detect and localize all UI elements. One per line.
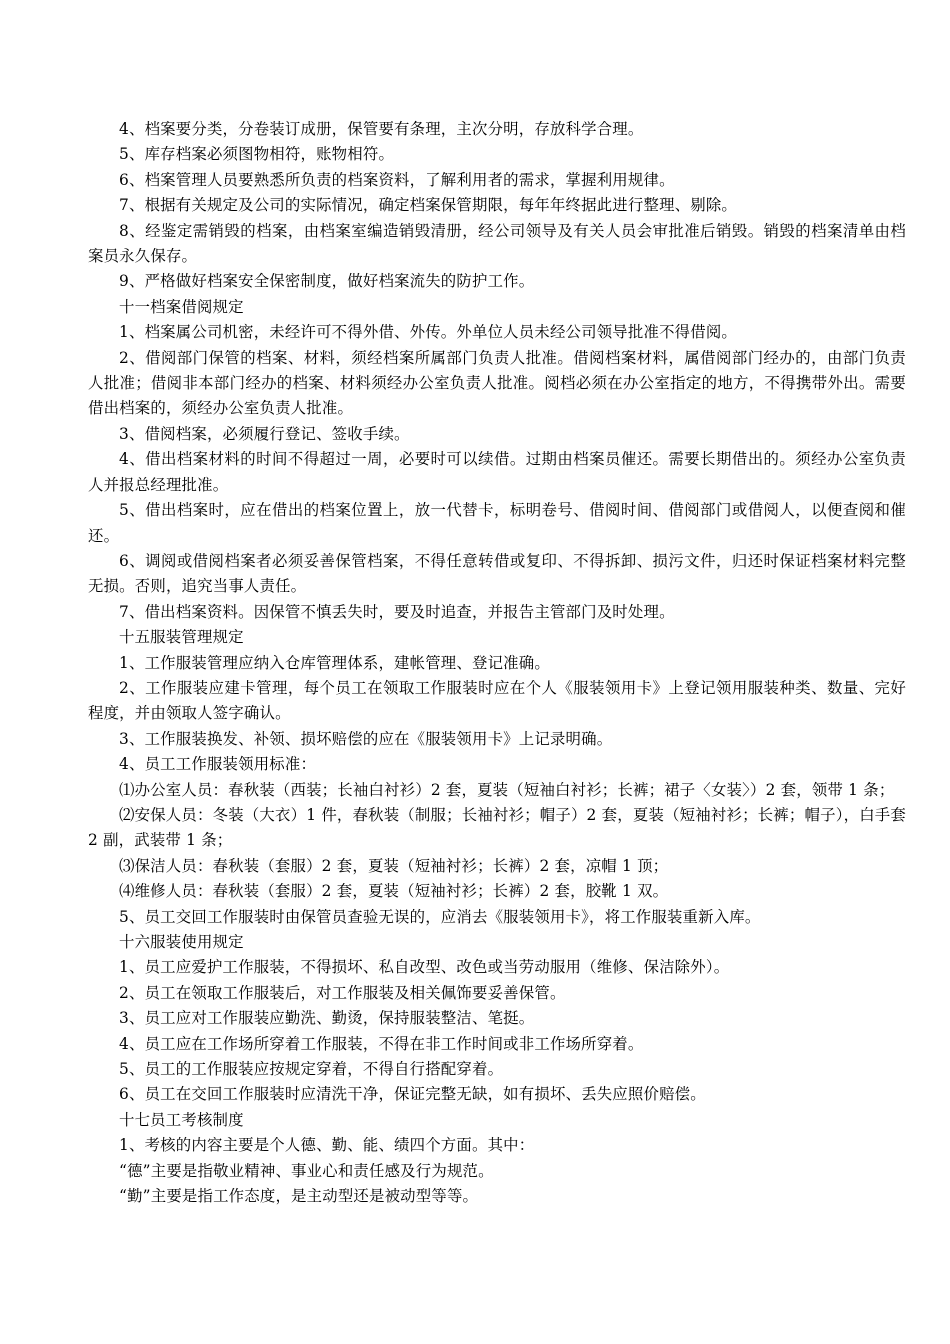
paragraph: “德”主要是指敬业精神、事业心和责任感及行为规范。: [119, 1161, 494, 1180]
paragraph: 6、档案管理人员要熟悉所负责的档案资料，了解利用者的需求，掌握利用规律。: [119, 170, 675, 189]
paragraph: 7、借出档案资料。因保管不慎丢失时，要及时追查，并报告主管部门及时处理。: [119, 602, 675, 621]
document-body: [88, 117, 906, 1209]
paragraph: ⑴办公室人员：春秋装（西装；长袖白衬衫）2 套，夏装（短袖白衬衫；长裤；裙子〈女装〉）2 套，领带 1 条；: [119, 780, 895, 799]
paragraph: 5、员工的工作服装应按规定穿着，不得自行搭配穿着。: [119, 1060, 504, 1079]
paragraph: 3、工作服装换发、补领、损坏赔偿的应在《服装领用卡》上记录明确。: [119, 729, 613, 748]
paragraph: 8、经鉴定需销毁的档案，由档案室编造销毁清册，经公司领导及有关人员会审批准后销毁。销毁的档案清单由档案员永久保存。: [88, 221, 906, 266]
paragraph: 1、工作服装管理应纳入仓库管理体系，建帐管理、登记准确。: [119, 653, 550, 672]
paragraph: 6、员工在交回工作服装时应清洗干净，保证完整无缺，如有损坏、丢失应照价赔偿。: [119, 1085, 706, 1104]
paragraph: 4、员工工作服装领用标准：: [119, 755, 317, 774]
paragraph: 7、根据有关规定及公司的实际情况，确定档案保管期限，每年年终据此进行整理、剔除。: [119, 196, 738, 215]
paragraph: “勤”主要是指工作态度，是主动型还是被动型等等。: [119, 1187, 479, 1206]
paragraph: 2、借阅部门保管的档案、材料，须经档案所属部门负责人批准。借阅档案材料，属借阅部门经办的，由部门负责人批准；借阅非本部门经办的档案、材料须经办公室负责人批准。阅档必须在办公室指定的地方，不得携带外出。需要借出档案的，须经办公室负责人批准。: [88, 348, 906, 418]
paragraph: 1、员工应爱护工作服装，不得损坏、私自改型、改色或当劳动服用（维修、保洁除外）。: [119, 958, 730, 977]
paragraph: 6、调阅或借阅档案者必须妥善保管档案，不得任意转借或复印、不得拆卸、损污文件，归还时保证档案材料完整无损。否则，追究当事人责任。: [88, 551, 906, 596]
paragraph: 1、档案属公司机密，未经许可不得外借、外传。外单位人员未经公司领导批准不得借阅。: [119, 323, 738, 342]
paragraph: 2、工作服装应建卡管理，每个员工在领取工作服装时应在个人《服装领用卡》上登记领用服装种类、数量、完好程度，并由领取人签字确认。: [88, 678, 906, 723]
paragraph: ⑶保洁人员：春秋装（套服）2 套，夏装（短袖衬衫；长裤）2 套，凉帽 1 顶；: [119, 856, 669, 875]
paragraph: 5、员工交回工作服装时由保管员查验无误的，应消去《服装领用卡》，将工作服装重新入库。: [119, 907, 761, 926]
paragraph: 9、严格做好档案安全保密制度，做好档案流失的防护工作。: [119, 272, 535, 291]
paragraph: 4、档案要分类，分卷装订成册，保管要有条理，主次分明，存放科学合理。: [119, 120, 644, 138]
paragraph: 4、借出档案材料的时间不得超过一周，必要时可以续借。过期由档案员催还。需要长期借出的。须经办公室负责人并报总经理批准。: [88, 450, 906, 494]
section-heading: 十一档案借阅规定: [119, 297, 244, 316]
paragraph: 3、借阅档案，必须履行登记、签收手续。: [119, 424, 410, 443]
paragraph: 5、库存档案必须图物相符，账物相符。: [119, 145, 395, 164]
paragraph: 1、考核的内容主要是个人德、勤、能、绩四个方面。其中：: [119, 1136, 535, 1155]
paragraph: 5、借出档案时，应在借出的档案位置上，放一代替卡，标明卷号、借阅时间、借阅部门或借阅人，以便查阅和催还。: [88, 501, 906, 545]
paragraph: 2、员工在领取工作服装后，对工作服装及相关佩饰要妥善保管。: [119, 983, 566, 1002]
paragraph: ⑷维修人员：春秋装（套服）2 套，夏装（短袖衬衫；长裤）2 套，胶靴 1 双。: [119, 882, 669, 901]
section-heading: 十七员工考核制度: [119, 1110, 244, 1129]
section-heading: 十五服装管理规定: [119, 628, 244, 647]
paragraph: 3、员工应对工作服装应勤洗、勤烫，保持服装整洁、笔挺。: [119, 1009, 535, 1028]
paragraph: ⑵安保人员：冬装（大衣）1 件，春秋装（制服；长袖衬衫；帽子）2 套，夏装（短袖衬衫；长裤；帽子），白手套 2 副，武装带 1 条；: [88, 805, 906, 850]
paragraph: 4、员工应在工作场所穿着工作服装，不得在非工作时间或非工作场所穿着。: [119, 1034, 644, 1053]
section-heading: 十六服装使用规定: [119, 933, 244, 951]
